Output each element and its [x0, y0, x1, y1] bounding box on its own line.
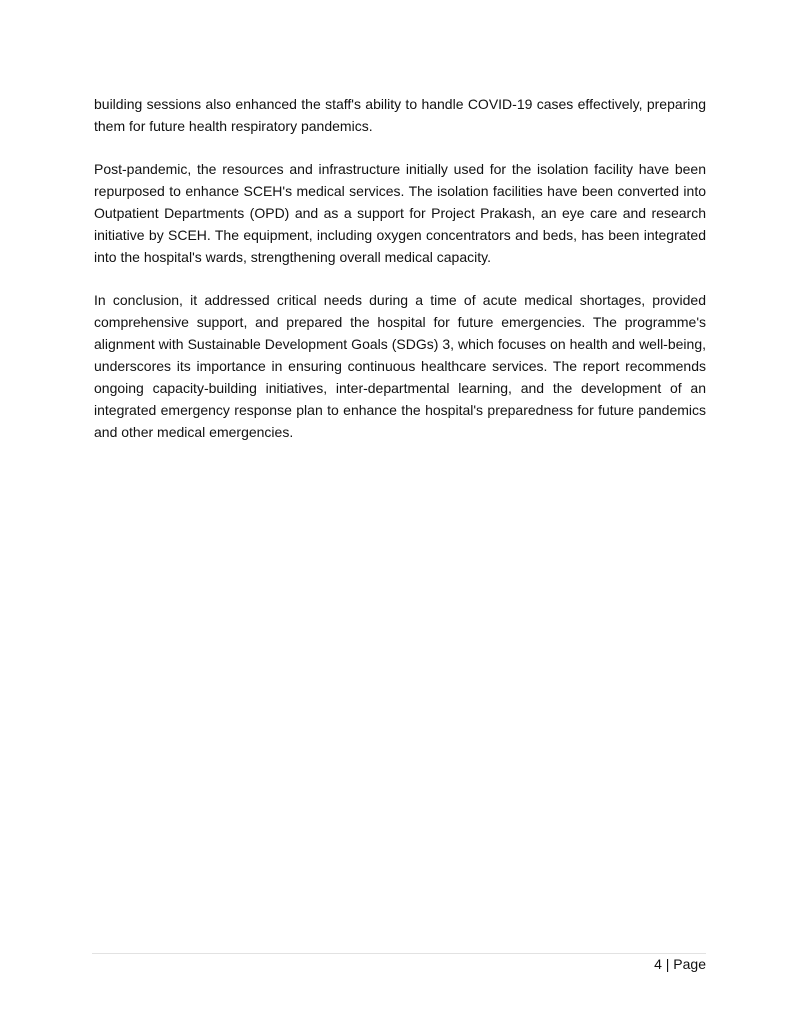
page-body [94, 93, 706, 464]
paragraph-conclusion: In conclusion, it addressed critical needs during a time of acute medical shortages, provided comprehensive support, and prepared the hospital for future emergencies. The programme's alignment with Sustainable Development Goals (SDGs) 3, which focuses on health and well-being, underscores its importance in ensuring continuous healthcare services. The report recommends ongoing capacity-building initiatives, inter-departmental learning, and the development of an integrated emergency response plan to enhance the hospital's preparedness for future pandemics and other medical emergencies. [94, 292, 706, 440]
footer-divider [92, 953, 706, 954]
paragraph-post-pandemic: Post-pandemic, the resources and infrastructure initially used for the isolation facility have been repurposed to enhance SCEH's medical services. The isolation facilities have been converted into Outpatient Departments (OPD) and as a support for Project Prakash, an eye care and research initiative by SCEH. The equipment, including oxygen concentrators and beds, has been integrated into the hospital's wards, strengthening overall medical capacity. [94, 161, 706, 265]
page-number: 4 | Page [654, 956, 706, 972]
paragraph-staff-capacity: building sessions also enhanced the staff's ability to handle COVID-19 cases effectively, preparing them for future health respiratory pandemics. [94, 96, 706, 134]
